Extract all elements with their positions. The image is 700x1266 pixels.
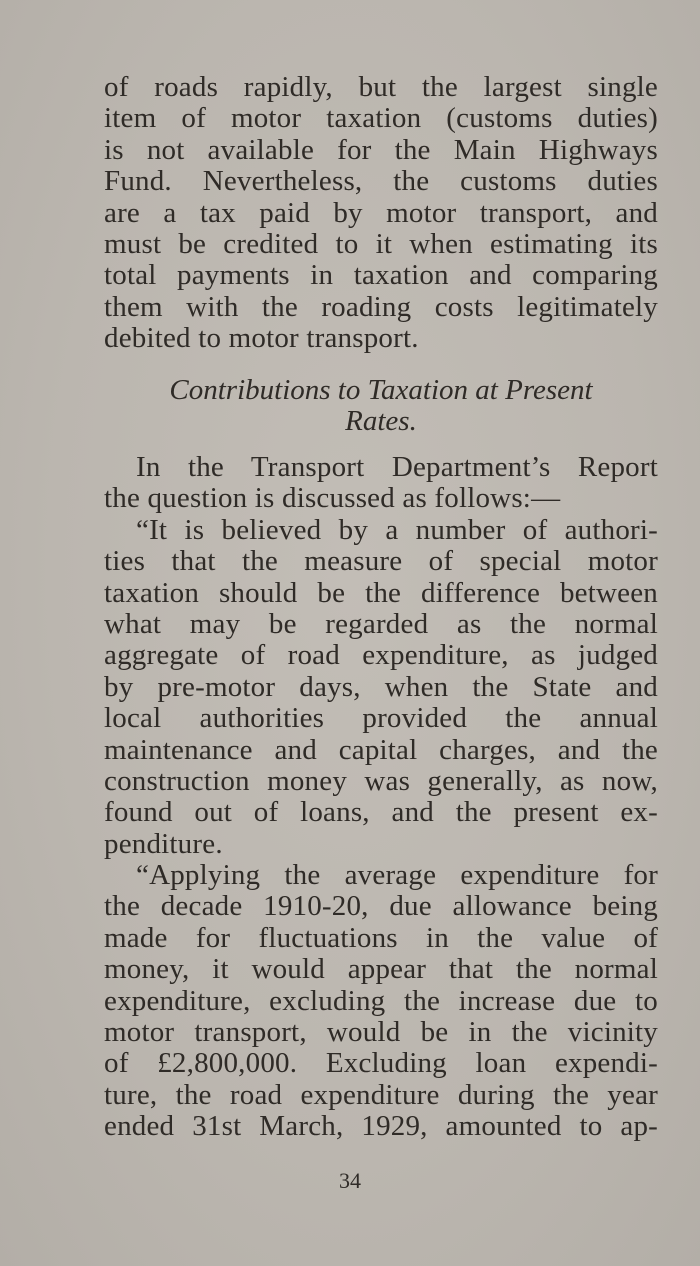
text-line: penditure.	[104, 827, 223, 860]
text-line: debited to motor transport.	[104, 322, 419, 355]
paragraph-transport-report	[104, 452, 658, 1143]
text-line: of roads rapidly, but the largest single	[104, 71, 658, 103]
text-line: are a tax paid by motor transport, and	[104, 196, 658, 229]
paragraph-roads-taxation	[104, 72, 658, 355]
text-line: ended 31st March, 1929, amounted to ap-	[104, 1110, 658, 1143]
text-line: construction money was generally, as now,	[104, 764, 658, 797]
text-line: total payments in taxation and comparing	[104, 259, 658, 292]
text-line: them with the roading costs legitimately	[104, 290, 658, 323]
text-line: item of motor taxation (customs duties)	[104, 102, 658, 135]
section-heading-line: Rates.	[345, 405, 417, 437]
text-line: ties that the measure of special motor	[104, 545, 658, 578]
page-number: 34	[339, 1168, 361, 1193]
text-line: “Applying the average expenditure for	[136, 859, 658, 892]
text-line: ture, the road expenditure during the year	[104, 1078, 658, 1111]
text-line: Fund. Nevertheless, the customs duties	[104, 165, 658, 198]
text-line: of £2,800,000. Excluding loan expendi-	[104, 1047, 658, 1080]
text-line: made for fluctuations in the value of	[104, 921, 658, 954]
text-line: “It is believed by a number of authori-	[136, 513, 658, 546]
text-line: motor transport, would be in the vicinity	[104, 1016, 658, 1049]
text-line: In the Transport Department’s Report	[136, 451, 658, 483]
text-line: is not available for the Main Highways	[104, 133, 658, 166]
text-line: maintenance and capital charges, and the	[104, 733, 658, 766]
text-line: aggregate of road expenditure, as judged	[104, 639, 658, 672]
text-line: expenditure, excluding the increase due to	[104, 984, 658, 1017]
text-line: local authorities provided the annual	[104, 702, 658, 735]
text-line: money, it would appear that the normal	[104, 953, 658, 986]
text-line: the decade 1910-20, due allowance being	[104, 890, 658, 923]
text-line: the question is discussed as follows:—	[104, 482, 561, 515]
text-line: what may be regarded as the normal	[104, 607, 658, 640]
text-line: must be credited to it when estimating its	[104, 227, 658, 260]
section-heading-line: Contributions to Taxation at Present	[169, 374, 593, 406]
text-line: taxation should be the difference between	[104, 576, 658, 609]
section-heading	[104, 375, 658, 437]
text-line: found out of loans, and the present ex-	[104, 796, 658, 829]
text-line: by pre-motor days, when the State and	[104, 670, 658, 703]
